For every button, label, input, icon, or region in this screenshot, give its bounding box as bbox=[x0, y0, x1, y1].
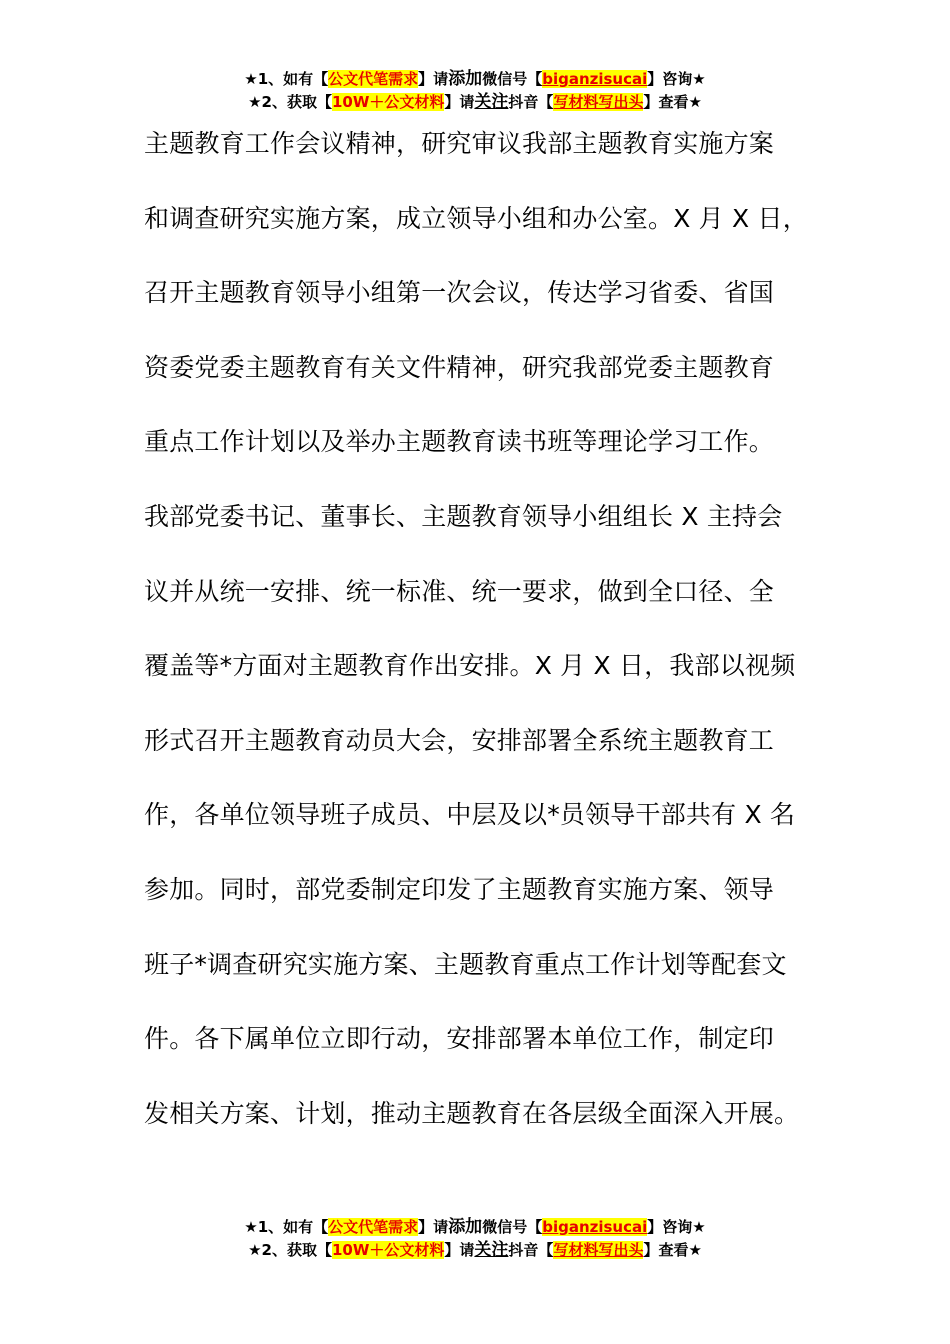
highlight-douyin-account: 写材料写出头 bbox=[553, 1241, 644, 1259]
banner-text: ★2、获取【 bbox=[248, 1241, 332, 1259]
banner-text: 微信号【 bbox=[482, 70, 543, 88]
highlight-wechat-id: biganzisucai bbox=[542, 1218, 648, 1236]
body-line: 我部党委书记、董事长、主题教育领导小组组长 X 主持会 bbox=[144, 501, 783, 531]
banner-text: 抖音【 bbox=[508, 93, 554, 111]
body-line: 主题教育工作会议精神，研究审议我部主题教育实施方案 bbox=[144, 129, 775, 158]
body-line: 资委党委主题教育有关文件精神，研究我部党委主题教育 bbox=[144, 352, 775, 382]
banner-text: ★1、如有【 bbox=[244, 1218, 329, 1236]
highlight-materials: 10W＋公文材料 bbox=[331, 1241, 445, 1259]
highlight-wechat-id: biganzisucai bbox=[542, 70, 648, 88]
banner-text: 】查看★ bbox=[643, 93, 702, 111]
highlight-service: 公文代笔需求 bbox=[328, 70, 419, 88]
banner-emphasis: 添加 bbox=[448, 1217, 483, 1237]
body-line: 参加。同时，部党委制定印发了主题教育实施方案、领导 bbox=[144, 874, 775, 904]
footer-banner bbox=[0, 1216, 950, 1262]
highlight-materials: 10W＋公文材料 bbox=[331, 93, 445, 111]
body-line: 作，各单位领导班子成员、中层及以*员领导干部共有 X 名 bbox=[144, 800, 796, 830]
banner-text: 】请 bbox=[444, 93, 475, 111]
body-line: 件。各下属单位立即行动，安排部署本单位工作，制定印 bbox=[144, 1024, 775, 1054]
banner-line-1 bbox=[0, 68, 950, 91]
highlight-douyin-account: 写材料写出头 bbox=[553, 93, 644, 111]
body-line: 发相关方案、计划，推动主题教育在各层级全面深入开展。 bbox=[144, 1098, 800, 1128]
body-line: 和调查研究实施方案，成立领导小组和办公室。X 月 X 日， bbox=[144, 203, 808, 233]
body-line: 形式召开主题教育动员大会，安排部署全系统主题教育工 bbox=[144, 725, 775, 755]
banner-text: 】查看★ bbox=[643, 1241, 702, 1259]
banner-text: 】请 bbox=[418, 70, 449, 88]
body-line: 覆盖等*方面对主题教育作出安排。X 月 X 日，我部以视频 bbox=[144, 651, 796, 681]
banner-text: 】咨询★ bbox=[647, 70, 706, 88]
banner-line-2 bbox=[0, 91, 950, 114]
body-line: 召开主题教育领导小组第一次会议，传达学习省委、省国 bbox=[144, 278, 775, 308]
body-line: 班子*调查研究实施方案、主题教育重点工作计划等配套文 bbox=[144, 949, 787, 979]
banner-text: 】请 bbox=[444, 1241, 475, 1259]
document-body bbox=[144, 122, 809, 1166]
highlight-service: 公文代笔需求 bbox=[328, 1218, 419, 1236]
banner-line-1 bbox=[0, 1216, 950, 1239]
banner-text: 】咨询★ bbox=[647, 1218, 706, 1236]
banner-emphasis: 关注 bbox=[474, 1240, 509, 1260]
body-line: 重点工作计划以及举办主题教育读书班等理论学习工作。 bbox=[144, 427, 775, 457]
header-banner bbox=[0, 68, 950, 114]
banner-text: ★2、获取【 bbox=[248, 93, 332, 111]
body-line: 议并从统一安排、统一标准、统一要求，做到全口径、全 bbox=[144, 576, 775, 606]
banner-text: ★1、如有【 bbox=[244, 70, 329, 88]
banner-emphasis: 添加 bbox=[448, 69, 483, 89]
banner-emphasis: 关注 bbox=[474, 92, 509, 112]
banner-line-2 bbox=[0, 1239, 950, 1262]
banner-text: 】请 bbox=[418, 1218, 449, 1236]
banner-text: 抖音【 bbox=[508, 1241, 554, 1259]
banner-text: 微信号【 bbox=[482, 1218, 543, 1236]
